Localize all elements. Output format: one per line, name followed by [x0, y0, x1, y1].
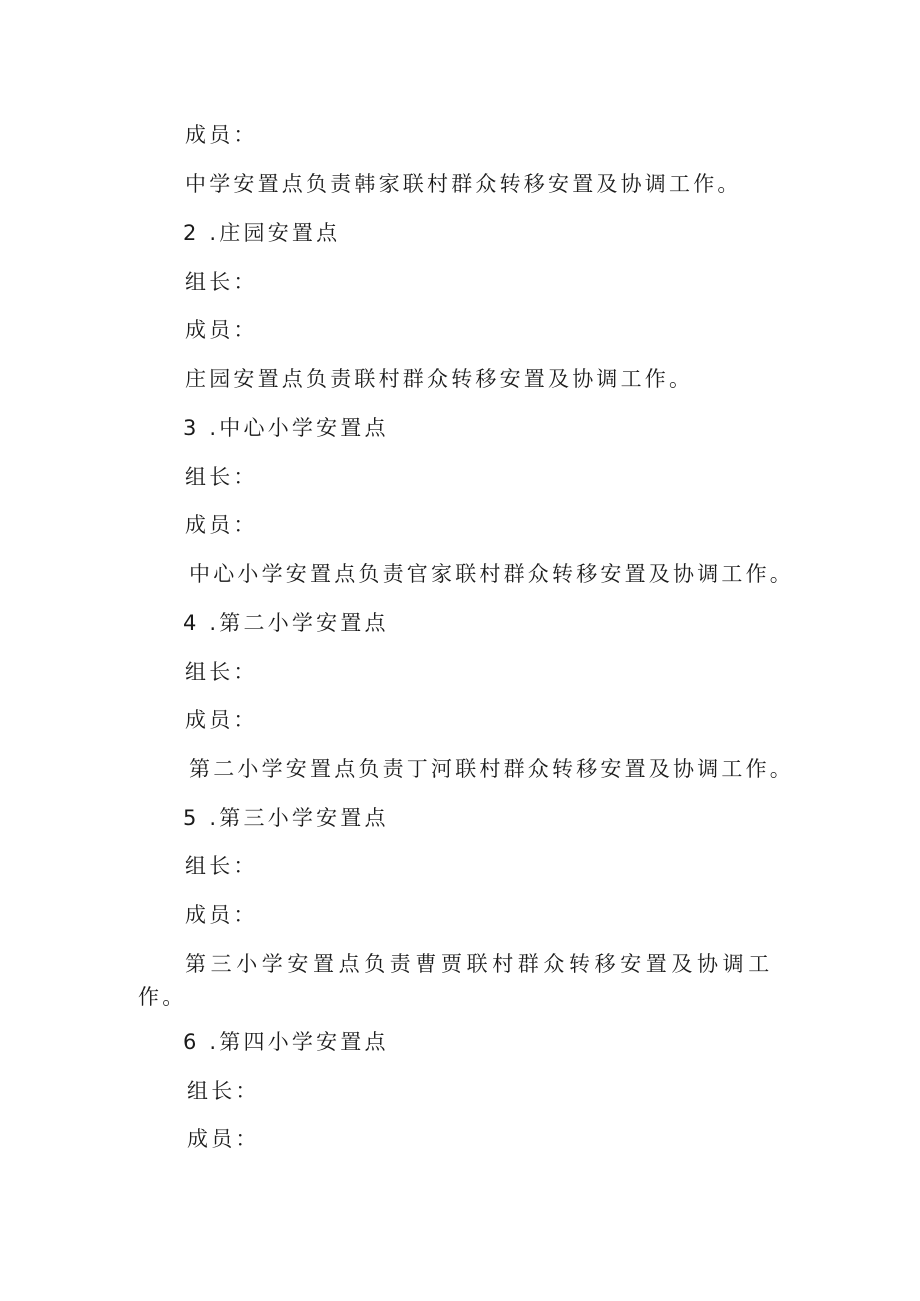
description-line-2: 庄园安置点负责联村群众转移安置及协调工作。 [185, 367, 694, 391]
description-line-1: 中学安置点负责韩家联村群众转移安置及协调工作。 [185, 172, 742, 196]
members-line-5: 成员： [185, 903, 258, 927]
leader-line-2: 组长： [185, 270, 258, 294]
description-line-5: 第三小学安置点负责曹贾联村群众转移安置及协调工 [185, 952, 774, 976]
leader-line-6: 组长： [187, 1079, 260, 1103]
leader-line-3: 组长： [185, 465, 258, 489]
description-line-3: 中心小学安置点负责官家联村群众转移安置及协调工作。 [189, 562, 794, 586]
section-heading-6: 6 .第四小学安置点 [183, 1030, 389, 1054]
members-line-6: 成员： [187, 1127, 260, 1151]
members-line-2: 成员： [185, 318, 258, 342]
members-line-1: 成员： [185, 123, 258, 147]
description-line-4: 第二小学安置点负责丁河联村群众转移安置及协调工作。 [189, 757, 794, 781]
section-heading-2: 2 .庄园安置点 [183, 221, 341, 245]
section-heading-5: 5 .第三小学安置点 [183, 806, 389, 830]
section-heading-3: 3 .中心小学安置点 [183, 416, 389, 440]
members-line-3: 成员： [185, 513, 258, 537]
description-line-5-continued: 作。 [138, 985, 187, 1009]
members-line-4: 成员： [185, 708, 258, 732]
leader-line-4: 组长： [185, 660, 258, 684]
section-heading-4: 4 .第二小学安置点 [183, 611, 389, 635]
leader-line-5: 组长： [185, 854, 258, 878]
